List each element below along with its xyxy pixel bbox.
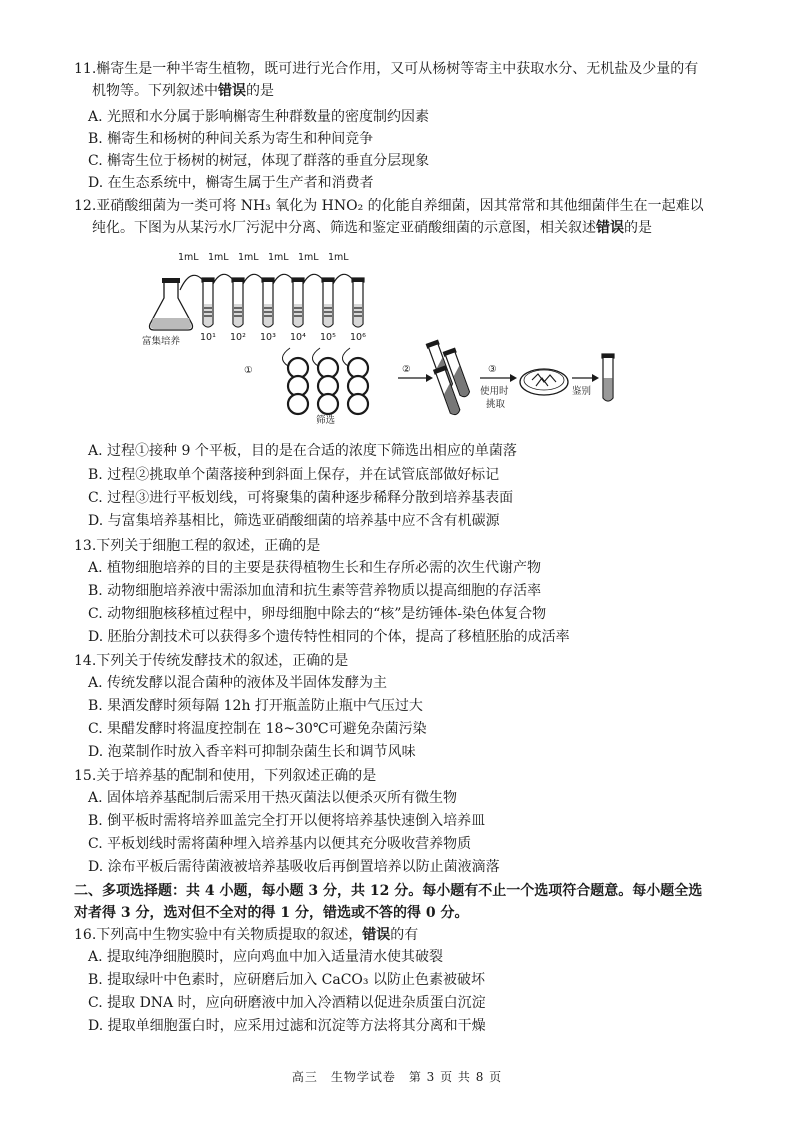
q12-option-b: B. 过程②挑取单个菌落接种到斜面上保存，并在试管底部做好标记 — [88, 467, 500, 483]
tube-label-2: 10² — [230, 332, 246, 343]
q11-option-d: D. 在生态系统中，槲寄生属于生产者和消费者 — [88, 175, 374, 191]
section2-heading-line2: 对者得 3 分，选对但不全对的得 1 分，错选或不答的得 0 分。 — [74, 905, 469, 921]
q11-option-a: A. 光照和水分属于影响槲寄生种群数量的密度制约因素 — [88, 109, 430, 125]
tube-label-1: 10¹ — [200, 332, 216, 343]
q12-dilution-diagram — [140, 248, 620, 424]
q14-option-b: B. 果酒发酵时须每隔 12h 打开瓶盖防止瓶中气压过大 — [88, 698, 423, 714]
q15-stem: 15.关于培养基的配制和使用，下列叙述正确的是 — [74, 768, 377, 784]
step3-marker: ③ — [488, 364, 497, 375]
tube-icon — [232, 278, 244, 327]
step3-label-line1: 使用时 — [480, 386, 509, 397]
streak-plate-icon — [520, 369, 568, 395]
tube-label-4: 10⁴ — [290, 332, 306, 343]
step3-label-line2: 挑取 — [486, 399, 506, 410]
q14-stem: 14.下列关于传统发酵技术的叙述，正确的是 — [74, 653, 349, 669]
q11-option-c: C. 槲寄生位于杨树的树冠，体现了群落的垂直分层现象 — [88, 153, 430, 169]
flask-label: 富集培养 — [142, 336, 181, 347]
tube-icon — [292, 278, 304, 327]
transfer-label-2: 1mL — [208, 252, 229, 263]
q13-option-d: D. 胚胎分割技术可以获得多个遗传特性相同的个体，提高了移植胚胎的成活率 — [88, 629, 570, 645]
tube-icon — [262, 278, 274, 327]
q13-option-b: B. 动物细胞培养液中需添加血清和抗生素等营养物质以提高细胞的存活率 — [88, 583, 542, 599]
tube-icon — [322, 278, 334, 327]
transfer-label-5: 1mL — [298, 252, 319, 263]
tube-icon — [352, 278, 364, 327]
tube-label-3: 10³ — [260, 332, 276, 343]
q13-stem: 13.下列关于细胞工程的叙述，正确的是 — [74, 538, 321, 554]
page-footer: 高三 生物学试卷 第 3 页 共 8 页 — [291, 1070, 503, 1084]
q11-option-b: B. 槲寄生和杨树的种间关系为寄生和种间竞争 — [88, 131, 374, 147]
arrow-right-icon — [398, 374, 433, 382]
arrow-right-icon — [572, 374, 599, 382]
identify-label: 鉴别 — [572, 386, 592, 397]
q16-option-d: D. 提取单细胞蛋白时，应采用过滤和沉淀等方法将其分离和干燥 — [88, 1018, 486, 1034]
transfer-label-1: 1mL — [178, 252, 199, 263]
q12-option-a: A. 过程①接种 9 个平板，目的是在合适的浓度下筛选出相应的单菌落 — [88, 443, 517, 459]
transfer-label-4: 1mL — [268, 252, 289, 263]
arrow-right-icon — [480, 374, 517, 382]
tube-label-5: 10⁵ — [320, 332, 336, 343]
q14-option-d: D. 泡菜制作时放入香辛料可抑制杂菌生长和调节风味 — [88, 744, 416, 760]
flask-icon — [150, 278, 193, 330]
tube-icon — [202, 278, 214, 327]
q11-stem-line2: 机物等。下列叙述中错误的是 — [92, 83, 274, 99]
plate-icon — [288, 394, 308, 414]
q15-option-a: A. 固体培养基配制后需采用干热灭菌法以便杀灭所有微生物 — [88, 790, 458, 806]
tube-label-6: 10⁶ — [350, 332, 366, 343]
q15-option-c: C. 平板划线时需将菌种埋入培养基内以便其充分吸收营养物质 — [88, 836, 472, 852]
q12-stem-line1: 12.亚硝酸细菌为一类可将 NH₃ 氧化为 HNO₂ 的化能自养细菌，因其常常和其他细菌伴生在一起难以 — [74, 198, 704, 214]
q12-option-c: C. 过程③进行平板划线，可将聚集的菌种逐步稀释分散到培养基表面 — [88, 490, 514, 506]
q16-stem: 16.下列高中生物实验中有关物质提取的叙述，错误的有 — [74, 927, 419, 943]
q14-option-c: C. 果醋发酵时将温度控制在 18~30℃可避免杂菌污染 — [88, 721, 427, 737]
transfer-label-6: 1mL — [328, 252, 349, 263]
step1-marker: ① — [244, 365, 253, 376]
q12-option-d: D. 与富集培养基相比，筛选亚硝酸细菌的培养基中应不含有机碳源 — [88, 513, 500, 529]
transfer-label-3: 1mL — [238, 252, 259, 263]
screening-plates — [288, 358, 368, 414]
q15-option-b: B. 倒平板时需将培养皿盖完全打开以便将培养基快速倒入培养皿 — [88, 813, 486, 829]
q14-option-a: A. 传统发酵以混合菌种的液体及半固体发酵为主 — [88, 675, 388, 691]
q16-option-b: B. 提取绿叶中色素时，应研磨后加入 CaCO₃ 以防止色素被破坏 — [88, 972, 485, 988]
plate-icon — [318, 394, 338, 414]
q11-stem-line1: 11.槲寄生是一种半寄生植物，既可进行光合作用，又可从杨树等寄主中获取水分、无机盐及少量的有 — [74, 61, 699, 77]
q16-option-c: C. 提取 DNA 时，应向研磨液中加入冷酒精以促进杂质蛋白沉淀 — [88, 995, 486, 1011]
screen-label: 筛选 — [316, 415, 336, 424]
slant-tubes — [426, 340, 471, 416]
q13-option-a: A. 植物细胞培养的目的主要是获得植物生长和生存所必需的次生代谢产物 — [88, 560, 542, 576]
q16-option-a: A. 提取纯净细胞膜时，应向鸡血中加入适量清水使其破裂 — [88, 949, 444, 965]
section2-heading-line1: 二、多项选择题：共 4 小题，每小题 3 分，共 12 分。每小题有不止一个选项符合题意。每小题全选 — [74, 883, 703, 899]
dilution-tubes — [202, 278, 364, 327]
step2-marker: ② — [402, 364, 411, 375]
q12-stem-line2: 纯化。下图为从某污水厂污泥中分离、筛选和鉴定亚硝酸细菌的示意图，相关叙述错误的是 — [92, 220, 652, 236]
q15-option-d: D. 涂布平板后需待菌液被培养基吸收后再倒置培养以防止菌液滴落 — [88, 859, 500, 875]
q13-option-c: C. 动物细胞核移植过程中，卵母细胞中除去的“核”是纺锤体-染色体复合物 — [88, 606, 547, 622]
test-tube-icon — [602, 354, 614, 401]
plate-icon — [348, 394, 368, 414]
